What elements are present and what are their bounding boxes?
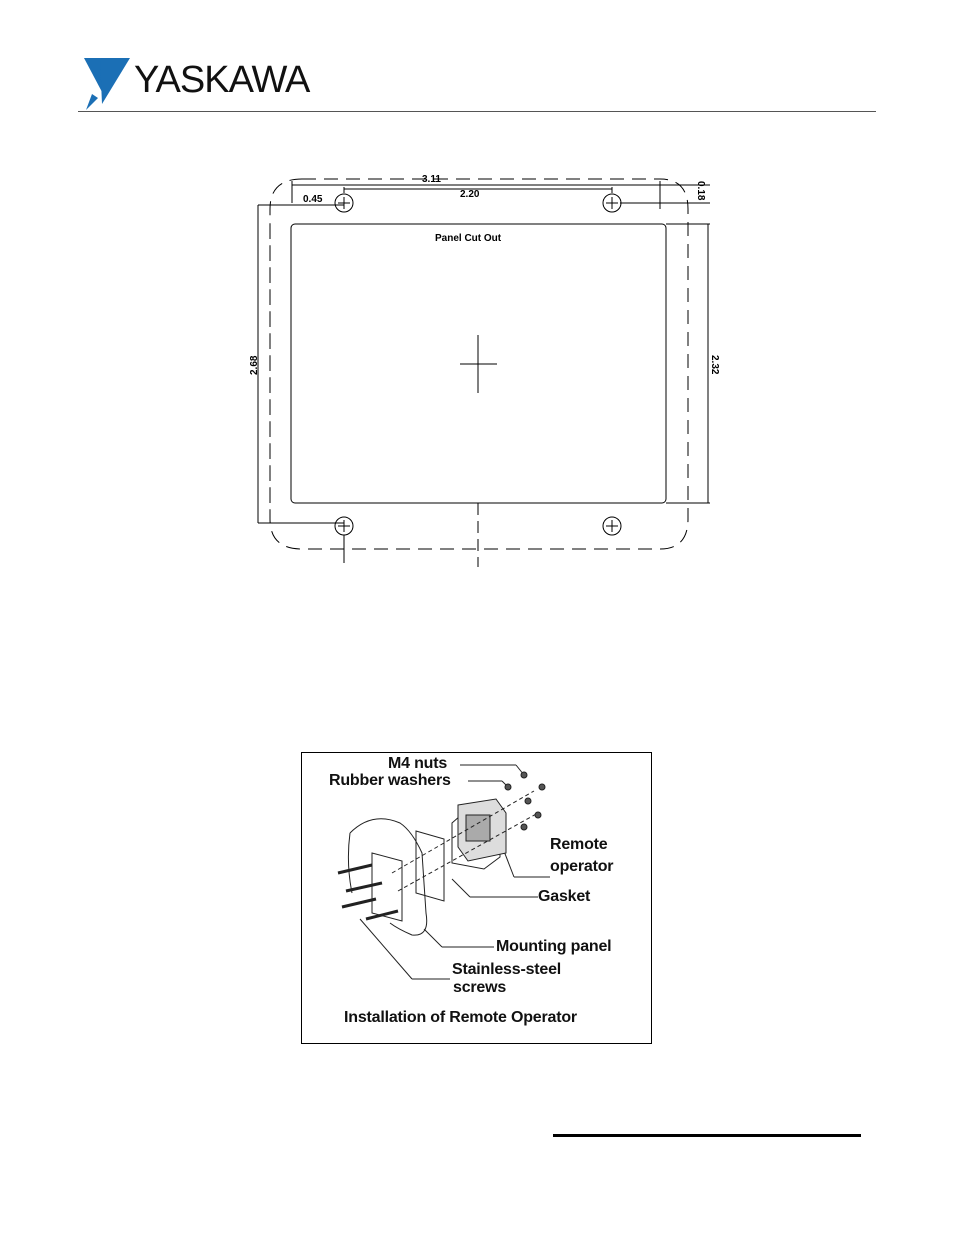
panel-cutout-label: Panel Cut Out <box>435 233 502 244</box>
dim-overall-width: 3.11 <box>422 174 441 185</box>
dim-cutout-height: 2.32 <box>709 355 720 375</box>
footer-rule <box>553 1134 861 1137</box>
label-screws: screws <box>453 979 507 996</box>
dim-top-offset: 0.18 <box>695 181 706 201</box>
label-m4-nuts: M4 nuts <box>388 755 448 772</box>
installation-exploded-view-icon <box>302 753 651 1043</box>
installation-caption: Installation of Remote Operator <box>344 1009 577 1026</box>
dim-hole-offset: 0.45 <box>303 194 323 205</box>
label-mounting-panel: Mounting panel <box>496 938 612 955</box>
installation-figure <box>301 752 652 1044</box>
panel-cutout-drawing <box>240 165 730 575</box>
dim-hole-spacing: 2.20 <box>460 189 480 200</box>
header-rule <box>78 111 876 112</box>
yaskawa-logo-mark-icon <box>84 58 130 110</box>
yaskawa-logo <box>78 52 338 114</box>
yaskawa-wordmark: YASKAWA <box>134 59 310 101</box>
dim-overall-height: 2.68 <box>249 355 260 375</box>
label-gasket: Gasket <box>538 888 591 905</box>
label-operator: operator <box>550 858 614 875</box>
label-remote: Remote <box>550 836 608 853</box>
label-stainless-steel: Stainless-steel <box>452 961 562 978</box>
label-rubber-washers: Rubber washers <box>329 772 451 789</box>
